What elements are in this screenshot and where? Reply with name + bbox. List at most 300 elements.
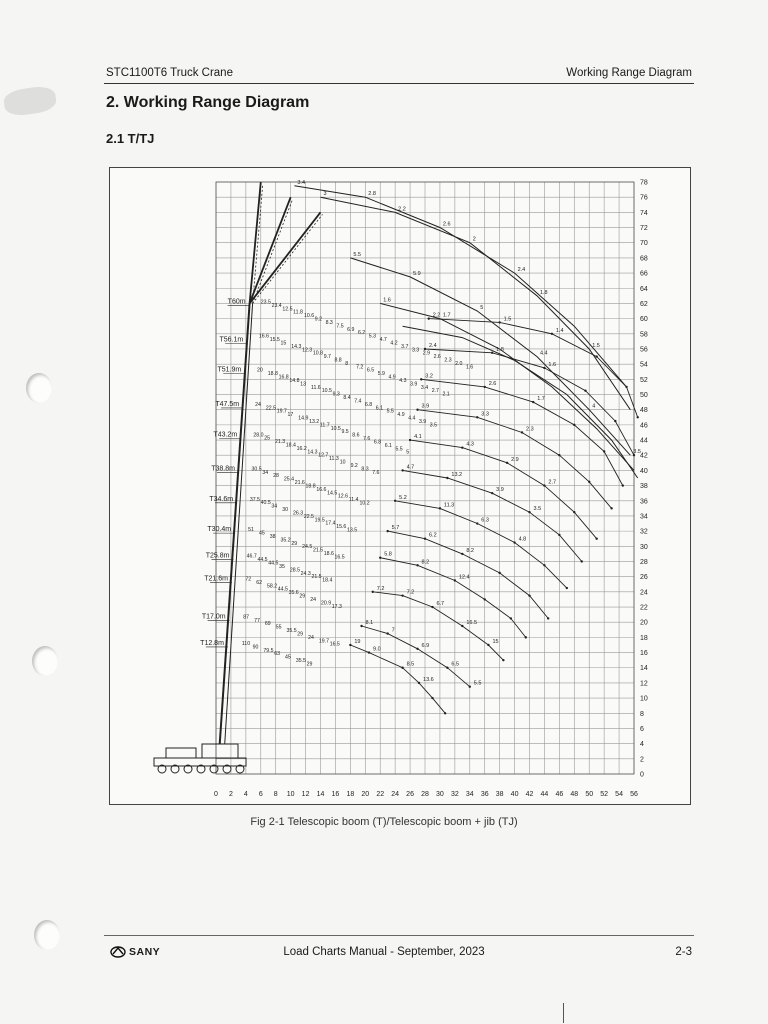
y-tick-label: 6 [640, 725, 644, 733]
curve-point [491, 492, 493, 494]
curve-point [506, 462, 508, 464]
curve-point [461, 446, 463, 448]
x-tick-label: 32 [450, 791, 459, 798]
x-tick-label: 46 [555, 791, 564, 798]
x-tick-label: 16 [331, 791, 340, 798]
boom-length-label: T56.1m [219, 336, 244, 344]
curve-point [532, 401, 534, 403]
working-range-chart [110, 168, 690, 804]
curve-capacity-label: 3.9 [496, 487, 504, 494]
capacity-value: 14.8 [289, 377, 300, 384]
x-tick-label: 12 [301, 791, 310, 798]
y-tick-label: 44 [640, 437, 648, 445]
jib-capacity-label: 5.9 [413, 270, 421, 277]
capacity-value: 3.9 [418, 418, 427, 425]
jib-capacity-label: 1.8 [539, 289, 548, 296]
curve-point [401, 469, 403, 471]
capacity-value: 2.6 [433, 354, 441, 361]
curve-capacity-label: 6.2 [429, 532, 437, 539]
capacity-value: 2.3 [444, 357, 452, 364]
capacity-value: 4.4 [408, 415, 416, 422]
boom-length-label: T60m [227, 298, 246, 306]
capacity-value: 9.5 [341, 429, 349, 436]
capacity-value: 10.5 [321, 388, 332, 395]
curve-point [461, 553, 463, 555]
capacity-value: 2.1 [442, 391, 450, 398]
y-tick-label: 8 [640, 710, 644, 718]
capacity-value: 16.8 [278, 374, 289, 381]
capacity-value: 110 [241, 640, 251, 647]
capacity-value: 24 [255, 401, 261, 408]
jib-capacity-label: 5.5 [353, 251, 362, 258]
crane-cab [166, 748, 196, 758]
curve-point [454, 579, 456, 581]
capacity-value: 22.5 [265, 405, 277, 412]
jib-capacity-label: 2.8 [368, 191, 376, 198]
curve-point [558, 534, 560, 536]
curve-point [558, 454, 560, 456]
curve-point [588, 481, 590, 483]
jib-capacity-label: 2 [472, 236, 476, 243]
curve-capacity-label: 3.3 [481, 411, 489, 418]
binder-hole [32, 646, 58, 676]
capacity-value: 11.3 [329, 456, 339, 463]
curve-point [424, 538, 426, 540]
curve-capacity-label: 8.2 [466, 547, 474, 554]
curve-capacity-label: 4.8 [518, 536, 527, 543]
curve-point [502, 659, 504, 661]
capacity-value: 10 [339, 459, 346, 466]
curve-point [547, 617, 549, 619]
curve-point [573, 511, 575, 513]
curve-capacity-label: 5.2 [399, 494, 407, 501]
footer-rule [104, 935, 694, 936]
curve-point [603, 450, 605, 452]
capacity-value: 30.5 [251, 466, 262, 473]
x-tick-label: 52 [600, 791, 609, 798]
capacity-value: 14.3 [291, 343, 302, 350]
y-tick-label: 26 [640, 574, 648, 582]
boom-length-label: T12.8m [200, 639, 224, 647]
capacity-value: 29 [299, 593, 306, 600]
curve-point [551, 333, 553, 335]
curve-capacity-label: 1.5 [503, 316, 512, 323]
x-tick-label: 8 [273, 791, 278, 798]
curve-point [637, 416, 639, 418]
y-tick-label: 58 [640, 331, 648, 339]
boom-length-label: T25.8m [205, 552, 230, 560]
curve-capacity-label: 13.2 [451, 472, 463, 478]
capacity-value: 20.9 [321, 600, 332, 607]
capacity-value: 23.5 [260, 299, 271, 306]
y-tick-label: 16 [640, 650, 648, 658]
capacity-value: 3.9 [410, 381, 418, 388]
capacity-value: 63 [274, 651, 281, 658]
curve-capacity-label: 1.7 [537, 396, 545, 403]
capacity-value: 6.1 [375, 405, 384, 412]
curve-point [566, 587, 568, 589]
jib-capacity-label: 4.4 [539, 350, 548, 357]
capacity-value: 12.3 [302, 347, 313, 354]
capacity-value: 18.4 [322, 577, 333, 584]
capacity-value: 11.6 [310, 384, 321, 391]
curve-point [543, 367, 545, 369]
curve-capacity-label: 3.2 [425, 373, 433, 380]
x-tick-label: 34 [465, 791, 474, 798]
x-tick-label: 38 [495, 791, 504, 798]
curve-point [416, 648, 418, 650]
brand-name: SANY [129, 946, 161, 958]
curve-point [513, 541, 515, 543]
capacity-value: 11.8 [293, 309, 303, 316]
curve-capacity-label: 6.7 [436, 601, 445, 608]
jib-capacity-label: 4 [592, 403, 596, 410]
capacity-value: 3.5 [429, 422, 438, 429]
capacity-value: 12.7 [318, 452, 329, 459]
boom-length-label: T51.9m [217, 366, 242, 374]
capacity-value: 72 [245, 576, 252, 583]
curve-capacity-label: 2.4 [429, 342, 437, 349]
curve-point [543, 484, 545, 486]
capacity-value: 15 [280, 340, 287, 347]
x-tick-label: 54 [615, 791, 623, 798]
capacity-value: 2.9 [422, 350, 431, 357]
x-tick-label: 56 [630, 791, 638, 798]
curve-point [418, 682, 420, 684]
capacity-value: 18.8 [305, 483, 316, 490]
capacity-value: 16.5 [334, 554, 345, 561]
y-tick-label: 64 [640, 285, 648, 293]
curve-capacity-label: 2.7 [548, 479, 557, 486]
capacity-value: 8.3 [361, 466, 369, 473]
capacity-value: 8.6 [352, 432, 360, 439]
capacity-value: 11.4 [348, 497, 359, 504]
page-smudge [2, 85, 57, 118]
curve-capacity-label: 7.2 [376, 585, 385, 592]
curve-point [420, 378, 422, 380]
curve-capacity-label: 8.1 [365, 620, 374, 626]
capacity-value: 8.3 [325, 319, 333, 326]
capacity-value: 13.2 [309, 418, 320, 425]
curve-capacity-label: 3.9 [421, 403, 430, 410]
capacity-value: 46.7 [246, 553, 257, 560]
capacity-value: 5.9 [377, 371, 385, 378]
boom-length-label: T38.8m [211, 465, 235, 473]
curve-capacity-label: 4.1 [414, 434, 422, 441]
capacity-value: 10.6 [303, 313, 315, 320]
capacity-value: 22.5 [303, 513, 314, 520]
capacity-value: 19.7 [276, 408, 287, 415]
curve-point [401, 594, 403, 596]
capacity-value: 35.6 [288, 590, 299, 597]
y-tick-label: 68 [640, 255, 648, 263]
capacity-value: 20 [256, 367, 263, 374]
x-tick-label: 2 [228, 791, 233, 798]
jib-capacity-label: 2.6 [442, 221, 451, 228]
jib-range-arc [350, 258, 630, 455]
curve-point [446, 477, 448, 479]
curve-point [416, 564, 418, 566]
y-tick-label: 72 [640, 225, 648, 233]
capacity-value: 8.4 [343, 395, 351, 402]
curve-capacity-label: 5.7 [391, 525, 400, 532]
capacity-value: 6.1 [384, 442, 392, 449]
y-tick-label: 50 [640, 392, 648, 400]
curve-point [498, 321, 500, 323]
figure-caption: Fig 2-1 Telescopic boom (T)/Telescopic boom + jib (TJ) [250, 816, 518, 828]
capacity-value: 4.9 [388, 374, 396, 381]
jib-capacity-label: 1.7 [442, 312, 451, 319]
capacity-value: 44.5 [268, 560, 279, 567]
curve-point [476, 522, 478, 524]
y-tick-label: 14 [640, 665, 648, 673]
capacity-value: 29 [291, 540, 298, 547]
x-tick-label: 26 [406, 791, 414, 798]
curve-capacity-label: 6.5 [451, 661, 460, 668]
curve-point [476, 416, 478, 418]
boom-length-label: T43.2m [213, 431, 238, 439]
working-range-diagram [109, 167, 691, 805]
curve-capacity-label: 1.4 [555, 327, 564, 334]
capacity-value: 4.9 [397, 412, 405, 419]
curve-capacity-label: 16.5 [466, 620, 478, 626]
capacity-value: 29 [297, 631, 304, 638]
y-tick-label: 70 [640, 240, 648, 248]
curve-point [444, 712, 446, 714]
capacity-value: 26.3 [293, 510, 304, 517]
page-number: 2-3 [675, 946, 692, 958]
capacity-value: 14.3 [307, 449, 318, 456]
curve-point [498, 572, 500, 574]
y-tick-label: 42 [640, 452, 648, 460]
capacity-value: 77 [254, 617, 260, 624]
y-tick-label: 56 [640, 346, 648, 354]
working-range-curve [395, 501, 567, 588]
curve-capacity-label: 6.3 [481, 517, 489, 524]
curve-capacity-label: 2.6 [488, 380, 497, 387]
curve-capacity-label: 2.9 [511, 456, 519, 463]
x-tick-label: 20 [361, 791, 370, 798]
curve-capacity-label: 8.2 [421, 559, 430, 566]
capacity-value: 16.2 [296, 445, 307, 452]
capacity-value: 38 [269, 533, 276, 540]
capacity-value: 5.5 [395, 446, 403, 453]
curve-capacity-label: 7 [391, 627, 395, 634]
capacity-value: 16.6 [258, 333, 269, 340]
curve-capacity-label: 3.5 [533, 506, 542, 513]
boom-length-label: T47.5m [215, 400, 240, 408]
y-tick-label: 4 [640, 741, 644, 749]
capacity-value: 21.5 [311, 574, 322, 581]
y-tick-label: 60 [640, 316, 648, 324]
x-tick-label: 24 [391, 791, 400, 798]
curve-point [510, 617, 512, 619]
x-tick-label: 40 [510, 791, 519, 798]
capacity-value: 35 [279, 563, 285, 570]
curve-point [431, 606, 433, 608]
curve-capacity-label: 7.2 [406, 589, 415, 596]
y-tick-label: 18 [640, 634, 648, 642]
capacity-value: 69 [264, 621, 271, 628]
capacity-value: 16.6 [316, 486, 327, 493]
y-tick-label: 76 [640, 194, 648, 202]
jib-capacity-label: 2.2 [398, 206, 406, 213]
curve-capacity-label: 15 [492, 638, 499, 645]
capacity-value: 9.7 [323, 354, 331, 361]
x-tick-label: 42 [525, 791, 534, 798]
capacity-value: 87 [243, 614, 250, 621]
capacity-value: 51 [248, 527, 254, 534]
capacity-value: 3.3 [411, 347, 420, 354]
capacity-value: 35.2 [280, 537, 291, 544]
y-tick-label: 48 [640, 407, 648, 415]
jib-capacity-label: 2.4 [517, 267, 526, 274]
curve-point [521, 431, 523, 433]
capacity-value: 21.3 [275, 439, 286, 446]
header-document-title: STC1100T6 Truck Crane [106, 67, 233, 79]
capacity-value: 40.5 [260, 500, 271, 507]
curve-point [528, 511, 530, 513]
x-tick-label: 30 [436, 791, 444, 798]
capacity-value: 21.6 [294, 480, 305, 487]
jib-range-arc [294, 186, 626, 387]
y-tick-label: 66 [640, 270, 648, 278]
y-tick-label: 24 [640, 589, 648, 597]
capacity-value: 4.7 [379, 337, 387, 344]
capacity-value: 12.6 [337, 493, 349, 500]
x-tick-label: 44 [540, 791, 549, 798]
capacity-value: 45 [258, 530, 265, 537]
curve-capacity-label: 6.9 [421, 642, 430, 649]
curve-point [428, 317, 430, 319]
capacity-value: 34 [262, 469, 269, 476]
x-tick-label: 6 [258, 791, 263, 798]
capacity-value: 9.2 [350, 462, 358, 469]
boom-length-label: T17.0m [201, 613, 226, 621]
curve-point [439, 507, 441, 509]
curve-point [416, 408, 418, 410]
jib-capacity-label: 5 [480, 305, 484, 312]
capacity-value: 7.5 [336, 323, 344, 330]
capacity-value: 18.8 [267, 371, 278, 378]
curve-capacity-label: 5.8 [384, 551, 392, 558]
capacity-value: 17.3 [331, 603, 342, 610]
capacity-value: 7.6 [363, 436, 371, 443]
capacity-value: 11.7 [319, 422, 330, 429]
y-tick-label: 36 [640, 498, 648, 506]
jib-capacity-label: 1.5 [592, 342, 600, 349]
x-tick-label: 18 [346, 791, 355, 798]
curve-capacity-label: 2.2 [432, 312, 441, 319]
footer-manual-title: Load Charts Manual - September, 2023 [283, 946, 485, 958]
y-tick-label: 34 [640, 513, 648, 521]
y-tick-label: 10 [640, 695, 648, 703]
capacity-value: 13 [300, 381, 306, 388]
capacity-value: 35.5 [295, 658, 306, 665]
capacity-value: 18.4 [285, 442, 296, 449]
curve-point [409, 439, 411, 441]
capacity-value: 79.5 [263, 647, 274, 654]
capacity-value: 5.3 [368, 333, 377, 340]
capacity-value: 3.4 [420, 384, 429, 391]
x-tick-label: 48 [570, 791, 579, 798]
y-tick-label: 40 [640, 467, 648, 475]
x-tick-label: 10 [286, 791, 295, 798]
curve-capacity-label: 1.8 [496, 346, 504, 353]
y-tick-label: 52 [640, 376, 648, 384]
curve-point [386, 530, 388, 532]
curve-capacity-label: 8.5 [406, 661, 415, 668]
capacity-value: 28.0 [253, 432, 264, 439]
capacity-value: 55 [275, 624, 282, 631]
capacity-value: 2.7 [431, 388, 439, 395]
boom-length-label: T21.6m [204, 575, 229, 583]
curve-point [360, 625, 362, 627]
curve-point [581, 560, 583, 562]
capacity-value: 9.2 [314, 316, 323, 323]
capacity-value: 24 [310, 596, 316, 603]
capacity-value: 29 [306, 661, 313, 668]
capacity-value: 7.6 [372, 469, 380, 476]
curve-point [386, 632, 388, 634]
curve-point [401, 667, 403, 669]
capacity-value: 8 [345, 360, 349, 367]
capacity-value: 17 [287, 412, 294, 419]
y-tick-label: 78 [640, 179, 648, 187]
y-tick-label: 22 [640, 604, 648, 612]
curve-capacity-label: 4.7 [406, 464, 415, 471]
capacity-value: 6.5 [366, 367, 375, 374]
capacity-value: 16.5 [329, 641, 340, 648]
capacity-value: 24 [308, 634, 314, 641]
curve-point [469, 686, 471, 688]
y-tick-label: 46 [640, 422, 648, 430]
capacity-value: 34 [271, 503, 278, 510]
capacity-value: 24.5 [302, 544, 313, 551]
capacity-value: 14.5 [327, 490, 338, 497]
curve-point [491, 352, 493, 354]
capacity-value: 58.2 [267, 583, 278, 590]
curve-point [484, 386, 486, 388]
binder-hole [26, 373, 52, 403]
curve-point [431, 697, 433, 699]
y-tick-label: 30 [640, 543, 648, 551]
x-tick-label: 50 [585, 791, 594, 798]
curve-capacity-label: 4.3 [466, 441, 474, 448]
capacity-value: 19.5 [314, 517, 325, 524]
curve-capacity-label: 12.4 [458, 574, 470, 581]
capacity-value: 5 [406, 449, 410, 456]
capacity-value: 37.5 [249, 496, 260, 503]
capacity-value: 10.2 [359, 500, 370, 507]
curve-point [368, 651, 370, 653]
subsection-title: 2.1 T/TJ [106, 131, 155, 146]
capacity-value: 10.8 [312, 350, 323, 357]
y-tick-label: 32 [640, 528, 648, 536]
capacity-value: 24.3 [300, 570, 311, 577]
capacity-value: 6.9 [347, 326, 355, 333]
curve-capacity-label: 2.3 [526, 426, 534, 433]
jib-lattice-lacing [253, 184, 263, 303]
capacity-value: 21.5 [312, 547, 324, 554]
capacity-value: 4.2 [390, 340, 398, 347]
curve-point [528, 594, 530, 596]
curve-point [614, 420, 616, 422]
curve-point [584, 390, 586, 392]
y-tick-label: 20 [640, 619, 648, 627]
capacity-value: 35.5 [286, 628, 297, 635]
curve-capacity-label: 13.6 [423, 676, 434, 683]
